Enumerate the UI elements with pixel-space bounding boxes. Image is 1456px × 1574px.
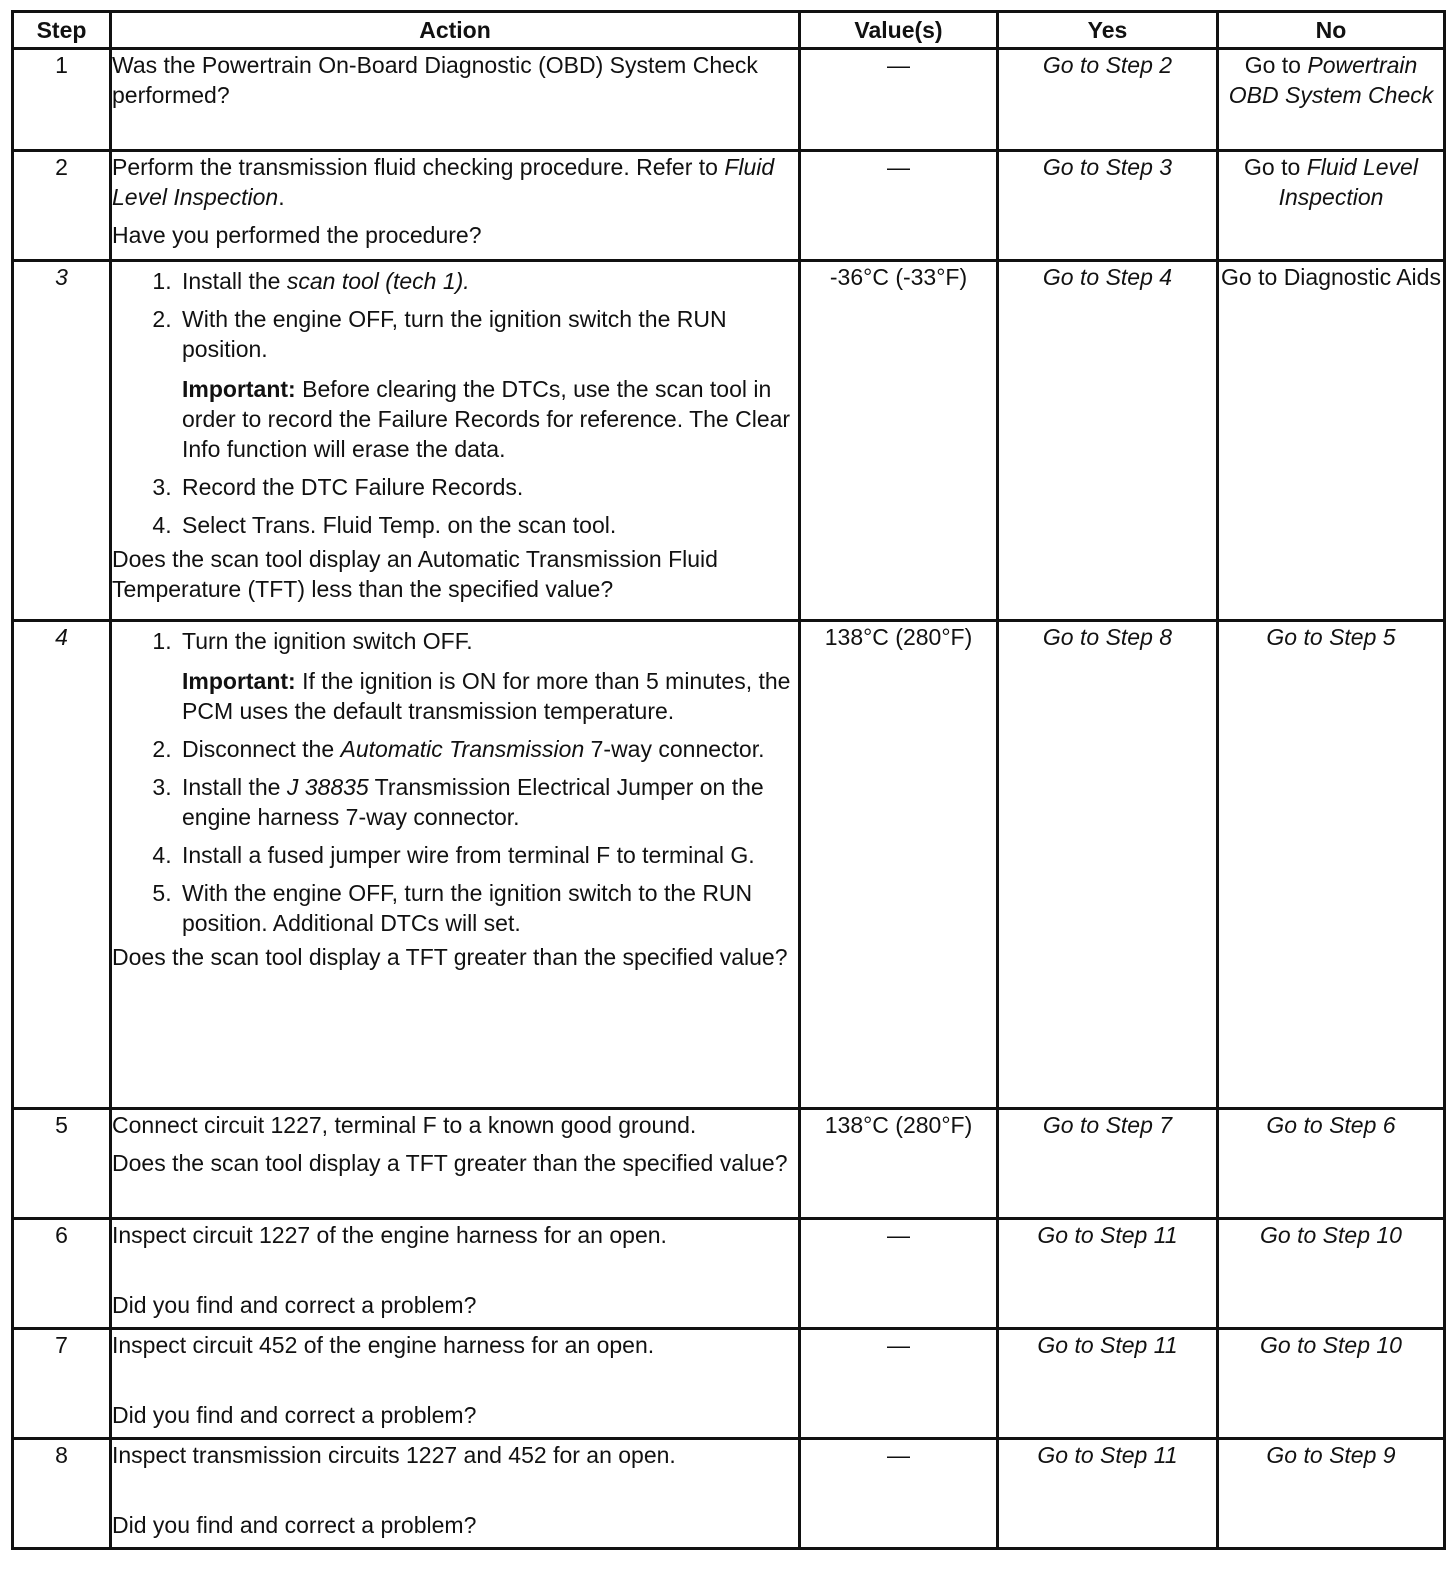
action-question: Did you find and correct a problem? xyxy=(112,1512,477,1538)
action-text-part: Transmission Electrical Jumper on the engine harness 7-way connector. xyxy=(182,774,764,830)
no-cell: Go to Diagnostic Aids xyxy=(1218,261,1445,621)
no-cell: Go to Step 9 xyxy=(1218,1439,1445,1549)
action-text-part: Install a fused jumper wire from terminal F to terminal G. xyxy=(182,842,755,868)
header-action: Action xyxy=(111,12,800,49)
action-reference: Fluid Level Inspection xyxy=(112,154,775,210)
value-cell: — xyxy=(800,1439,998,1549)
action-text: Inspect circuit 1227 of the engine harness for an open. xyxy=(112,1222,667,1248)
action-cell xyxy=(111,261,800,621)
value-cell: — xyxy=(800,49,998,151)
value-cell: — xyxy=(800,151,998,261)
action-cell xyxy=(111,1329,800,1439)
action-text-part: Install the xyxy=(182,268,287,294)
diagnostic-table xyxy=(11,10,1446,1550)
action-text-part: 7-way connector. xyxy=(584,736,765,762)
no-prefix: Go to xyxy=(1244,52,1308,78)
action-step xyxy=(178,734,798,764)
step-number: 7 xyxy=(13,1329,111,1439)
table-row xyxy=(13,1439,1445,1549)
action-step xyxy=(178,304,798,464)
step-number: 2 xyxy=(13,151,111,261)
action-text-part: Turn the ignition switch OFF. xyxy=(182,628,473,654)
action-cell xyxy=(111,49,800,151)
header-step: Step xyxy=(13,12,111,49)
action-cell xyxy=(111,1109,800,1219)
action-cell xyxy=(111,1219,800,1329)
table-row xyxy=(13,621,1445,1109)
yes-cell: Go to Step 7 xyxy=(998,1109,1218,1219)
important-note xyxy=(182,374,798,464)
action-steps xyxy=(112,266,798,540)
value-cell: 138°C (280°F) xyxy=(800,621,998,1109)
action-text: Was the Powertrain On-Board Diagnostic (OBD) System Check performed? xyxy=(112,52,758,108)
important-label: Important: xyxy=(182,668,296,694)
step-number: 1 xyxy=(13,49,111,151)
no-cell: Go to Step 10 xyxy=(1218,1219,1445,1329)
action-step xyxy=(178,266,798,296)
step-number: 4 xyxy=(13,621,111,1109)
action-step xyxy=(178,772,798,832)
action-cell xyxy=(111,151,800,261)
no-cell: Go to Step 5 xyxy=(1218,621,1445,1109)
value-cell: — xyxy=(800,1329,998,1439)
table-row xyxy=(13,1329,1445,1439)
step-number: 5 xyxy=(13,1109,111,1219)
yes-cell: Go to Step 2 xyxy=(998,49,1218,151)
important-label: Important: xyxy=(182,376,296,402)
important-text: Before clearing the DTCs, use the scan tool in order to record the Failure Records for reference. The Clear Info function will erase the data. xyxy=(182,376,791,462)
step-number: 6 xyxy=(13,1219,111,1329)
yes-cell: Go to Step 11 xyxy=(998,1439,1218,1549)
action-question: Did you find and correct a problem? xyxy=(112,1402,477,1428)
value-cell: — xyxy=(800,1219,998,1329)
action-text: Connect circuit 1227, terminal F to a known good ground. xyxy=(112,1112,697,1138)
header-yes: Yes xyxy=(998,12,1218,49)
table-row xyxy=(13,151,1445,261)
table-row xyxy=(13,261,1445,621)
action-question: Have you performed the procedure? xyxy=(112,222,482,248)
action-text: Inspect circuit 452 of the engine harness for an open. xyxy=(112,1332,655,1358)
important-note xyxy=(182,666,798,726)
yes-cell: Go to Step 11 xyxy=(998,1219,1218,1329)
step-number: 3 xyxy=(13,261,111,621)
yes-cell: Go to Step 8 xyxy=(998,621,1218,1109)
no-cell xyxy=(1218,49,1445,151)
step-number: 8 xyxy=(13,1439,111,1549)
action-steps xyxy=(112,626,798,938)
action-text-part: Select Trans. Fluid Temp. on the scan tool. xyxy=(182,512,617,538)
action-text xyxy=(112,152,798,212)
header-row xyxy=(13,12,1445,49)
no-link: Fluid Level Inspection xyxy=(1278,154,1418,210)
action-text-part: . xyxy=(278,184,285,210)
no-prefix: Go to xyxy=(1244,154,1307,180)
no-cell: Go to Step 6 xyxy=(1218,1109,1445,1219)
no-cell: Go to Step 10 xyxy=(1218,1329,1445,1439)
action-question: Does the scan tool display a TFT greater than the specified value? xyxy=(112,944,788,970)
action-text-part: Record the DTC Failure Records. xyxy=(182,474,524,500)
action-step xyxy=(178,840,798,870)
action-step xyxy=(178,472,798,502)
yes-cell: Go to Step 3 xyxy=(998,151,1218,261)
action-cell xyxy=(111,1439,800,1549)
table-row xyxy=(13,1109,1445,1219)
no-link: Powertrain OBD System Check xyxy=(1228,52,1434,108)
action-question: Does the scan tool display a TFT greater than the specified value? xyxy=(112,1150,788,1176)
action-text-part: Disconnect the xyxy=(182,736,341,762)
action-text-part: Install the xyxy=(182,774,287,800)
action-text-part: With the engine OFF, turn the ignition switch the RUN position. xyxy=(182,306,727,362)
action-text-part: With the engine OFF, turn the ignition switch to the RUN position. Additional DTCs will set. xyxy=(182,880,753,936)
value-cell: -36°C (-33°F) xyxy=(800,261,998,621)
important-text: If the ignition is ON for more than 5 minutes, the PCM uses the default transmission temperature. xyxy=(182,668,791,724)
table-row xyxy=(13,49,1445,151)
action-question: Did you find and correct a problem? xyxy=(112,1292,477,1318)
header-values: Value(s) xyxy=(800,12,998,49)
action-reference: J 38835 xyxy=(286,774,369,800)
yes-cell: Go to Step 11 xyxy=(998,1329,1218,1439)
action-step xyxy=(178,878,798,938)
yes-cell: Go to Step 4 xyxy=(998,261,1218,621)
header-no: No xyxy=(1218,12,1445,49)
action-step xyxy=(178,626,798,726)
action-text-part: Perform the transmission fluid checking procedure. Refer to xyxy=(112,154,725,180)
action-step xyxy=(178,510,798,540)
table-row xyxy=(13,1219,1445,1329)
action-cell xyxy=(111,621,800,1109)
action-reference: scan tool (tech 1). xyxy=(286,268,470,294)
value-cell: 138°C (280°F) xyxy=(800,1109,998,1219)
action-reference: Automatic Transmission xyxy=(340,736,585,762)
action-question: Does the scan tool display an Automatic Transmission Fluid Temperature (TFT) less than the specified value? xyxy=(112,546,718,602)
no-cell xyxy=(1218,151,1445,261)
action-text: Inspect transmission circuits 1227 and 452 for an open. xyxy=(112,1442,676,1468)
